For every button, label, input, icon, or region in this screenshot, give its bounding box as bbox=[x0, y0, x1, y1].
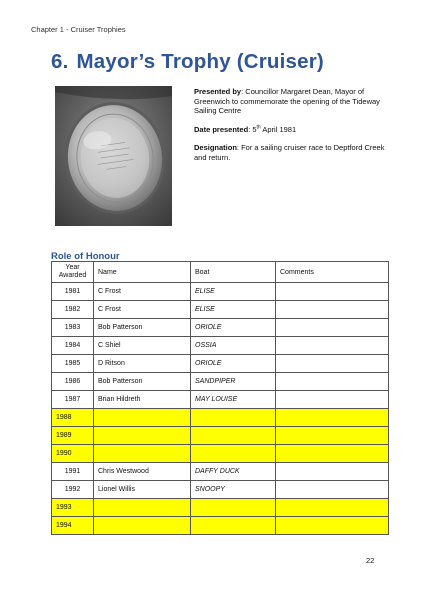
comments-cell bbox=[276, 409, 389, 427]
comments-cell bbox=[276, 301, 389, 319]
boat-cell bbox=[191, 499, 276, 517]
designation-label: Designation bbox=[194, 143, 237, 152]
page-number: 22 bbox=[366, 556, 375, 565]
boat-cell bbox=[191, 445, 276, 463]
comments-cell bbox=[276, 355, 389, 373]
year-cell: 1992 bbox=[52, 481, 94, 499]
name-cell bbox=[94, 409, 191, 427]
name-cell bbox=[94, 445, 191, 463]
boat-cell bbox=[191, 517, 276, 535]
table-header-row bbox=[52, 262, 389, 283]
year-cell: 1984 bbox=[52, 337, 94, 355]
title-number: 6. bbox=[51, 50, 69, 73]
name-cell bbox=[94, 517, 191, 535]
boat-cell bbox=[191, 409, 276, 427]
table-row bbox=[52, 319, 389, 337]
year-cell: 1991 bbox=[52, 463, 94, 481]
table-row bbox=[52, 499, 389, 517]
table-row bbox=[52, 301, 389, 319]
column-header-name: Name bbox=[94, 262, 191, 283]
table-row bbox=[52, 355, 389, 373]
boat-cell: SNOOPY bbox=[191, 481, 276, 499]
name-cell: Chris Westwood bbox=[94, 463, 191, 481]
table-row bbox=[52, 337, 389, 355]
comments-cell bbox=[276, 517, 389, 535]
name-cell: D Ritson bbox=[94, 355, 191, 373]
page-title bbox=[51, 50, 324, 74]
year-cell: 1988 bbox=[52, 409, 94, 427]
column-header-year: Year Awarded bbox=[52, 262, 94, 283]
boat-cell: DAFFY DUCK bbox=[191, 463, 276, 481]
year-cell: 1989 bbox=[52, 427, 94, 445]
presented-by-value: : Councillor Margaret Dean, Mayor of Greenwich to commemorate the opening of the Tideway Sailing Centre bbox=[194, 87, 380, 115]
year-cell: 1993 bbox=[52, 499, 94, 517]
name-cell: C Frost bbox=[94, 301, 191, 319]
table-row bbox=[52, 481, 389, 499]
table-row bbox=[52, 409, 389, 427]
table-row bbox=[52, 427, 389, 445]
year-cell: 1983 bbox=[52, 319, 94, 337]
table-row bbox=[52, 463, 389, 481]
boat-cell: OSSIA bbox=[191, 337, 276, 355]
boat-cell: ELISE bbox=[191, 283, 276, 301]
comments-cell bbox=[276, 391, 389, 409]
table-row bbox=[52, 445, 389, 463]
date-presented bbox=[194, 125, 394, 135]
trophy-info bbox=[194, 87, 394, 171]
boat-cell: SANDPIPER bbox=[191, 373, 276, 391]
boat-cell: ORIOLE bbox=[191, 319, 276, 337]
year-cell: 1994 bbox=[52, 517, 94, 535]
column-header-boat: Boat bbox=[191, 262, 276, 283]
comments-cell bbox=[276, 445, 389, 463]
table-body bbox=[52, 283, 389, 535]
year-cell: 1985 bbox=[52, 355, 94, 373]
name-cell bbox=[94, 499, 191, 517]
boat-cell: ORIOLE bbox=[191, 355, 276, 373]
designation bbox=[194, 143, 394, 162]
roll-of-honour-heading: Role of Honour bbox=[51, 251, 120, 262]
name-cell: C Shiel bbox=[94, 337, 191, 355]
title-text: Mayor’s Trophy (Cruiser) bbox=[76, 50, 324, 73]
comments-cell bbox=[276, 337, 389, 355]
comments-cell bbox=[276, 319, 389, 337]
name-cell: C Frost bbox=[94, 283, 191, 301]
date-rest: April 1981 bbox=[260, 124, 297, 134]
boat-cell bbox=[191, 427, 276, 445]
year-cell: 1990 bbox=[52, 445, 94, 463]
name-cell: Brian Hildreth bbox=[94, 391, 191, 409]
trophy-salver-image bbox=[55, 86, 172, 226]
trophy-photo bbox=[55, 86, 172, 226]
comments-cell bbox=[276, 283, 389, 301]
table-row bbox=[52, 517, 389, 535]
year-cell: 1982 bbox=[52, 301, 94, 319]
name-cell bbox=[94, 427, 191, 445]
comments-cell bbox=[276, 373, 389, 391]
comments-cell bbox=[276, 427, 389, 445]
designation-value: : For a sailing cruiser race to Deptford Creek and return. bbox=[194, 143, 385, 162]
name-cell: Lionel Willis bbox=[94, 481, 191, 499]
date-presented-label: Date presented bbox=[194, 124, 249, 134]
table-row bbox=[52, 283, 389, 301]
running-header: Chapter 1 - Cruiser Trophies bbox=[31, 25, 126, 34]
boat-cell: ELISE bbox=[191, 301, 276, 319]
table-row bbox=[52, 373, 389, 391]
table-row bbox=[52, 391, 389, 409]
year-cell: 1987 bbox=[52, 391, 94, 409]
year-cell: 1981 bbox=[52, 283, 94, 301]
name-cell: Bob Patterson bbox=[94, 319, 191, 337]
column-header-comments: Comments bbox=[276, 262, 389, 283]
comments-cell bbox=[276, 463, 389, 481]
presented-by-label: Presented by bbox=[194, 87, 242, 96]
year-cell: 1986 bbox=[52, 373, 94, 391]
date-day: : 5 bbox=[248, 124, 257, 134]
roll-of-honour-table bbox=[51, 261, 389, 535]
boat-cell: MAY LOUISE bbox=[191, 391, 276, 409]
comments-cell bbox=[276, 499, 389, 517]
name-cell: Bob Patterson bbox=[94, 373, 191, 391]
presented-by bbox=[194, 87, 394, 116]
date-suffix: th bbox=[256, 124, 261, 130]
comments-cell bbox=[276, 481, 389, 499]
